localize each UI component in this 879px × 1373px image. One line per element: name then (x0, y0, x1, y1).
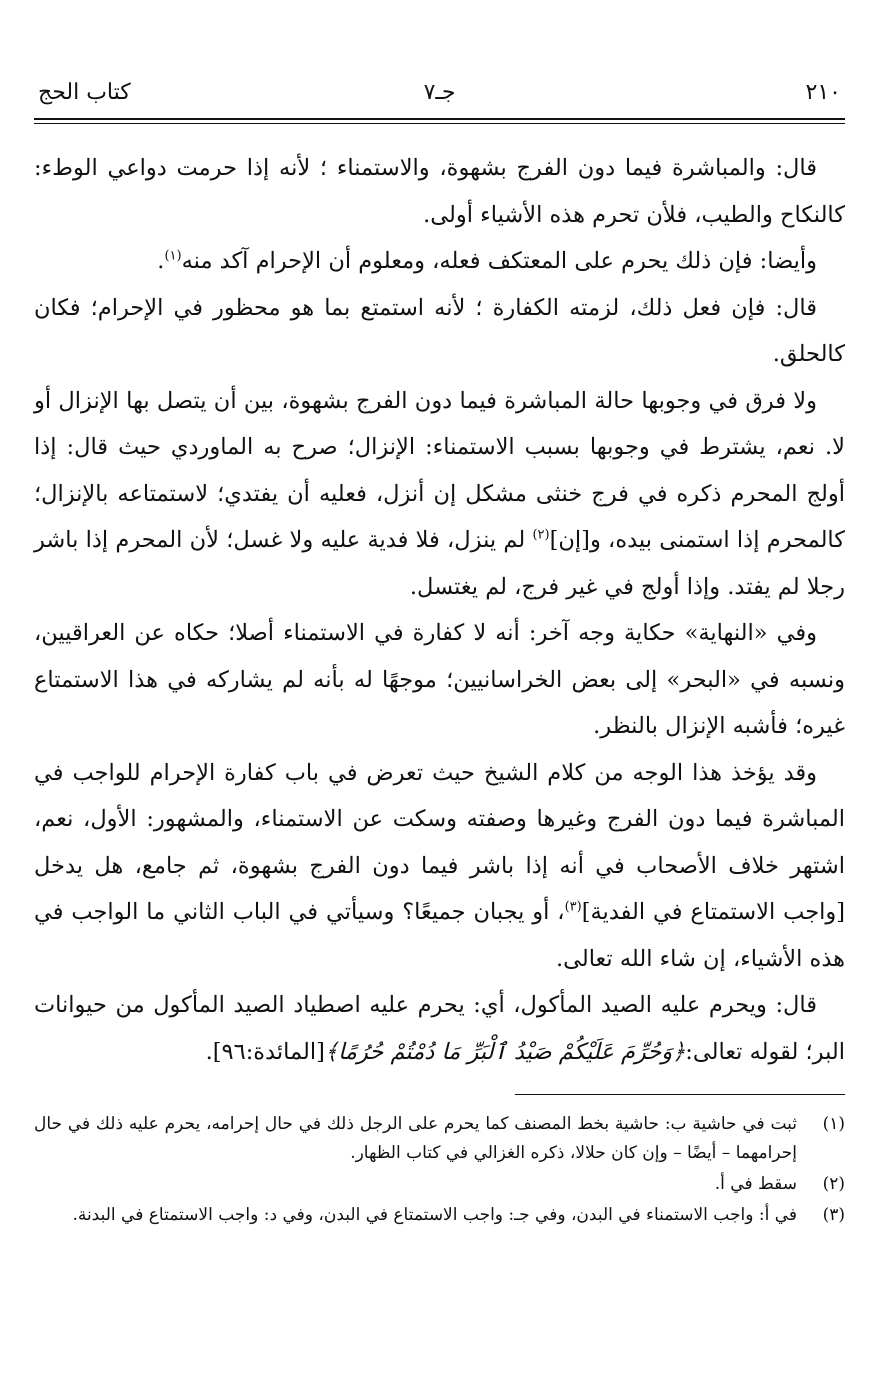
footnote-separator (515, 1094, 845, 1095)
main-text (34, 145, 845, 1075)
footnote-1 (34, 1110, 845, 1168)
paragraph-2-text: وأيضا: فإن ذلك يحرم على المعتكف فعله، ومعلوم أن الإحرام آكد منه (181, 248, 817, 274)
paragraph-5: وفي «النهاية» حكاية وجه آخر: أنه لا كفارة في الاستمناء أصلا؛ حكاه عن العراقيين، ونسبه في «البحر» إلى بعض الخراسانيين؛ موجهًا له بأنه لم يشاركه في هذا الاستمتاع غيره؛ فأشبه الإنزال بالنظر. (34, 620, 845, 739)
paragraph-3: قال: فإن فعل ذلك، لزمته الكفارة ؛ لأنه استمتع بما هو محظور في الإحرام؛ فكان كالحلق. (34, 294, 845, 367)
paragraph-7-text: قال: ويحرم عليه الصيد المأكول، أي: يحرم عليه اصطياد الصيد المأكول من حيوانات البر؛ لقوله تعالى: (34, 992, 845, 1065)
quran-verse: ﴿وَحُرِّمَ عَلَيْكُمْ صَيْدُ ٱلْبَرِّ مَا دُمْتُمْ حُرُمًا﴾ (324, 1038, 686, 1065)
running-header (34, 80, 845, 114)
paragraph-6 (34, 750, 845, 983)
header-rule-thin (34, 123, 845, 124)
paragraph-2 (34, 238, 845, 285)
footnote-3 (34, 1201, 845, 1230)
paragraph-6-text-a: وقد يؤخذ هذا الوجه من كلام الشيخ حيث تعرض في باب كفارة الإحرام للواجب في المباشرة فيما دون الفرج وغيرها وصفته وسكت عن الاستمناء، والمشهور: الأول، نعم، اشتهر خلاف الأصحاب في أنه إذا باشر فيما دون الفرج بشهوة، ثم جامع، هل يدخل [واجب الاستمتاع في الفدية] (34, 759, 845, 925)
paragraph-4-text-a: ولا فرق في وجوبها حالة المباشرة فيما دون الفرج بشهوة، بين أن يتصل بها الإنزال أو لا. نعم، يشترط في وجوبها بسبب الاستمناء: الإنزال؛ صرح به الماوردي حيث قال: إذا أولج المحرم ذكره في فرج خنثى مشكل إن أنزل، فعليه أن يفتدي؛ لاستمتاعه بالإنزال؛ كالمحرم إذا استمنى بيده، و[إن] (34, 387, 845, 553)
paragraph-6-text-b: ، أو يجبان جميعًا؟ وسيأتي في الباب الثاني ما الواجب في هذه الأشياء، إن شاء الله تعالى. (34, 899, 845, 972)
footnote-number: (١) (822, 1114, 845, 1134)
footnotes (34, 1110, 845, 1232)
volume-label: جـ٧ (423, 80, 456, 105)
footnote-number: (٢) (822, 1174, 845, 1194)
footnote-number: (٣) (822, 1205, 845, 1225)
footnote-ref-3: (٣) (564, 899, 582, 915)
footnote-2 (34, 1170, 845, 1199)
paragraph-2-end: . (157, 248, 165, 274)
footnote-text: ثبت في حاشية ب: حاشية بخط المصنف كما يحرم على الرجل ذلك في حال إحرامه، يحرم عليه ذلك في حال إحرامهما – أيضًا – وإن كان حلالا، ذكره الغزالي في كتاب الظهار. (34, 1114, 797, 1163)
footnote-text: في أ: واجب الاستمناء في البدن، وفي جـ: واجب الاستمتاع في البدن، وفي د: واجب الاستمتاع في البدنة. (72, 1205, 797, 1225)
paragraph-4-text-b: لم ينزل، فلا فدية عليه ولا غسل؛ لأن المحرم إذا باشر رجلا لم يفتد. وإذا أولج في غير فرج، لم يغتسل. (34, 527, 845, 600)
paragraph-1: قال: والمباشرة فيما دون الفرج بشهوة، والاستمناء ؛ لأنه إذا حرمت دواعي الوطء: كالنكاح والطيب، فلأن تحرم هذه الأشياء أولى. (34, 155, 845, 228)
paragraph-4 (34, 378, 845, 611)
footnote-text: سقط في أ. (714, 1174, 797, 1194)
verse-reference: [المائدة:٩٦]. (205, 1038, 325, 1065)
footnote-ref-1: (١) (164, 248, 182, 264)
footnote-ref-2: (٢) (532, 527, 550, 543)
page-number: ٢١٠ (805, 80, 841, 105)
header-rule-thick (34, 118, 845, 120)
paragraph-7 (34, 982, 845, 1075)
book-title: كتاب الحج (38, 80, 131, 105)
